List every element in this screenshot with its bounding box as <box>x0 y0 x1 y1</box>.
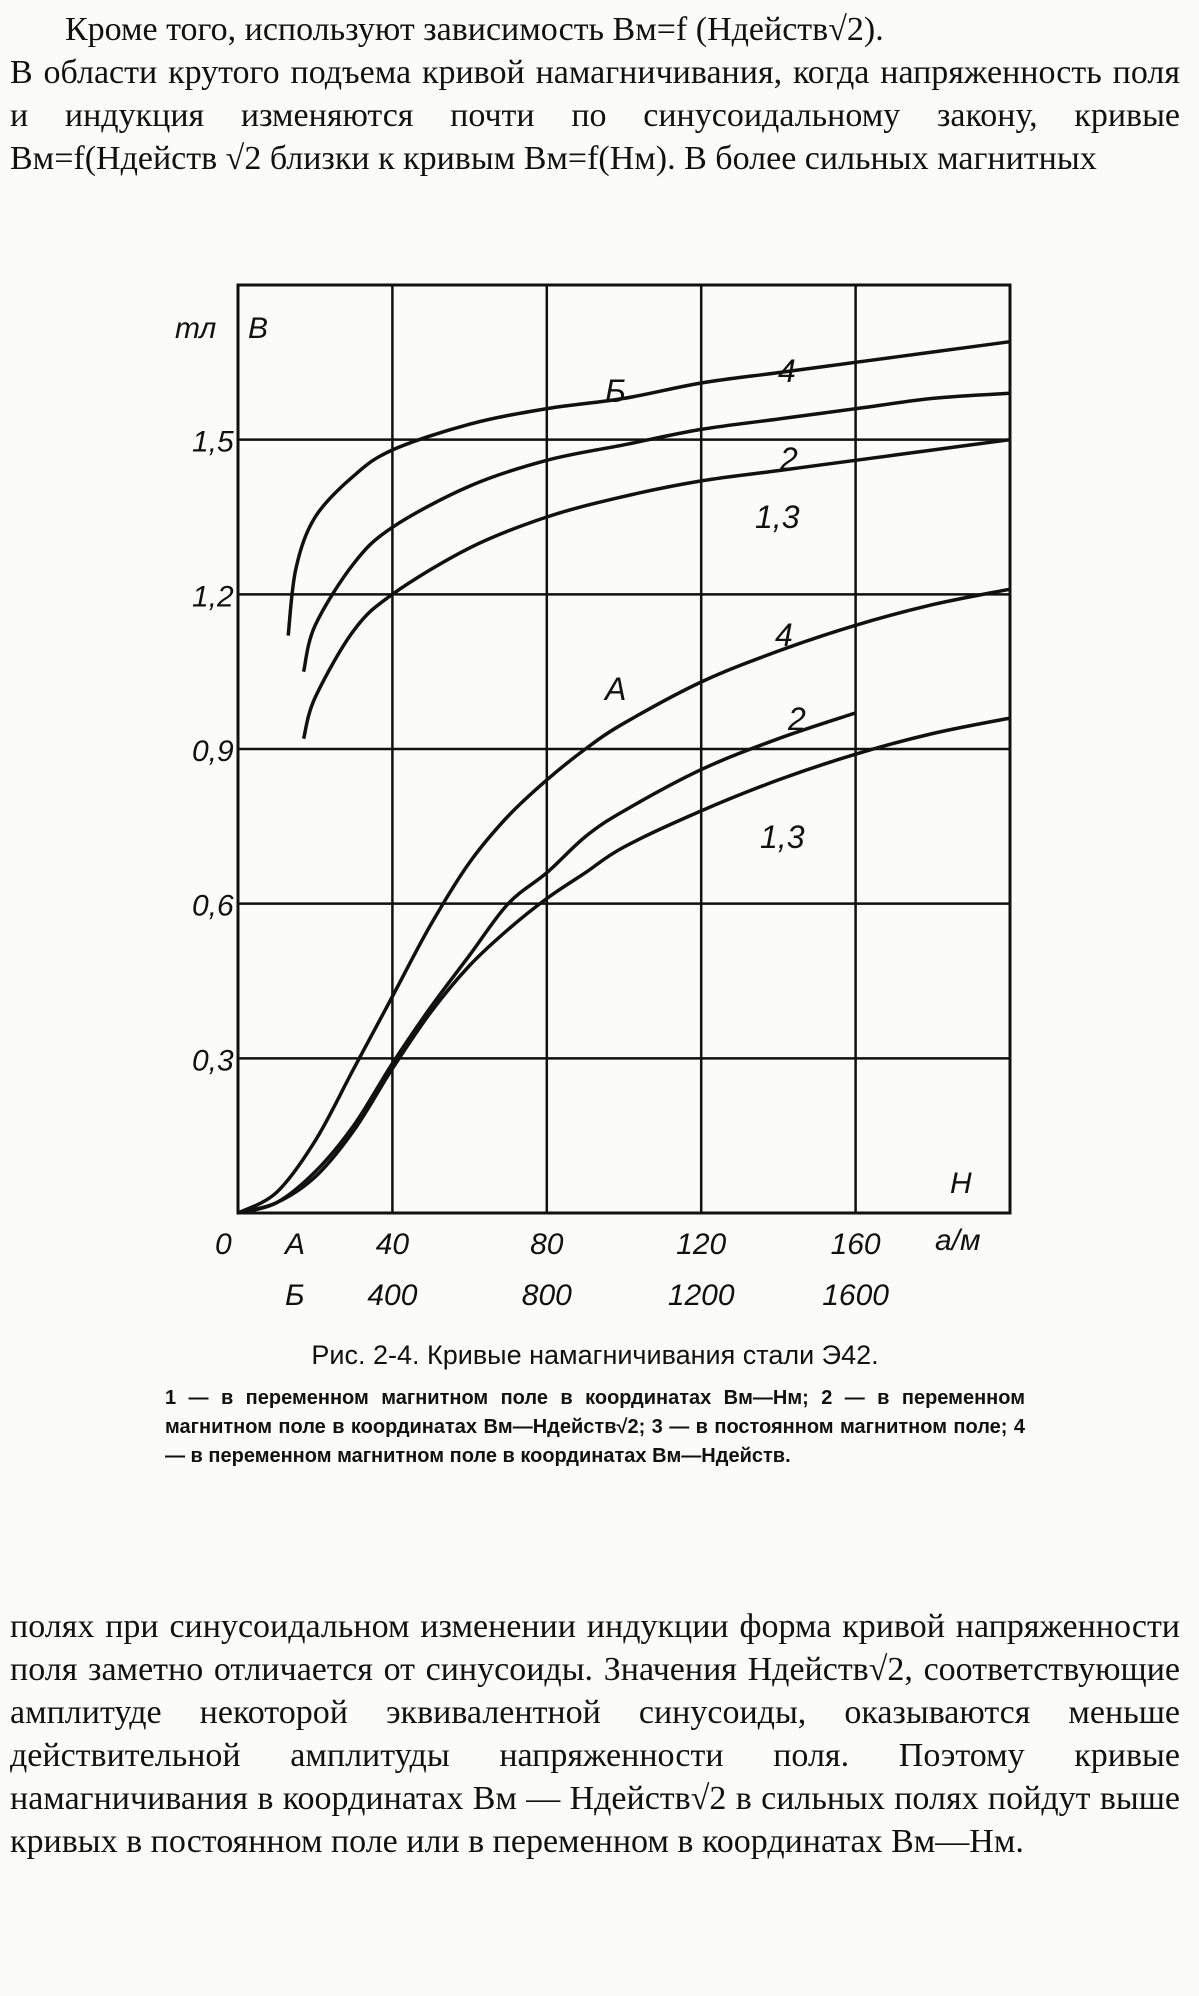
x-tick-label-b: 400 <box>367 1279 418 1312</box>
y-unit-label: тл <box>175 312 217 345</box>
chart-grid <box>238 285 1010 1213</box>
y-axis-label: B <box>248 312 269 345</box>
text-line-1: Кроме того, используют зависимость Bм=f (Hдейств√2). <box>65 11 884 48</box>
x-tick-label-a: 40 <box>375 1228 410 1261</box>
x-tick-label-a: 160 <box>830 1228 881 1261</box>
curve-b-13 <box>304 440 1010 739</box>
curve-label-a-4: 4 <box>775 617 793 653</box>
curve-label-a-13: 1,3 <box>760 819 805 855</box>
chart-curves <box>238 342 1010 1213</box>
group-label-b: Б <box>605 373 626 409</box>
scale-a-name: А <box>285 1228 306 1261</box>
y-tick-label: 0,3 <box>192 1044 234 1078</box>
y-tick-label: 0,9 <box>192 735 234 768</box>
curve-label-b-4: 4 <box>778 353 796 389</box>
x-axis-label: H <box>950 1167 972 1200</box>
scale-b-name: Б <box>285 1279 305 1312</box>
origin-label: 0 <box>215 1228 232 1261</box>
curve-label-b-2: 2 <box>780 441 798 477</box>
y-tick-label: 0,6 <box>192 889 234 923</box>
curve-label-a-2: 2 <box>788 701 806 737</box>
text-paragraph-3: полях при синусоидальном изменении индукции форма кривой напряженности поля заметно отличается от синусоиды. Значения Hдейств√2, соответствующие амплитуде некоторой эквивалентной синусоиды, оказываются меньше действительной амплитуды напряженности поля. Поэтому кривые намагничивания в координатах Bм — Hдейств√2 в сильных полях пойдут выше кривых в постоянном поле или в переменном в координатах Bм—Hм. <box>10 1608 1180 1860</box>
x-tick-label-b: 1600 <box>822 1279 889 1312</box>
curve-label-b-13: 1,3 <box>755 499 800 535</box>
y-tick-label: 1,5 <box>192 425 234 459</box>
curve-a-13 <box>238 718 1010 1213</box>
y-tick-label: 1,2 <box>192 580 234 614</box>
chart-labels <box>175 312 981 1312</box>
bottom-paragraph <box>10 1605 1180 1863</box>
x-tick-label-b: 1200 <box>667 1279 735 1312</box>
x-unit-label: а/м <box>935 1224 981 1257</box>
x-tick-label-a: 80 <box>530 1228 564 1261</box>
text-paragraph-2: В области крутого подъема кривой намагничивания, когда напряженность поля и индукция изменяются почти по синусоидальному закону, кривые Bм=f(Hдейств √2 близки к кривым Bм=f(Hм). В более сильных магнитных <box>10 54 1180 177</box>
figure-caption-legend: 1 — в переменном магнитном поле в координатах Bм—Hм; 2 — в переменном магнитном поле в координатах Bм—Hдейств√2; 3 — в постоянном магнитном поле; 4 — в переменном магнитном поле в координатах Bм—Hдейств. <box>165 1387 1025 1467</box>
curve-b-2 <box>304 393 1010 671</box>
x-tick-label-a: 120 <box>676 1228 727 1261</box>
figure-caption-title: Рис. 2-4. Кривые намагничивания стали Э42. <box>311 1340 879 1370</box>
x-tick-label-b: 800 <box>521 1279 572 1312</box>
group-label-a: А <box>605 671 627 707</box>
